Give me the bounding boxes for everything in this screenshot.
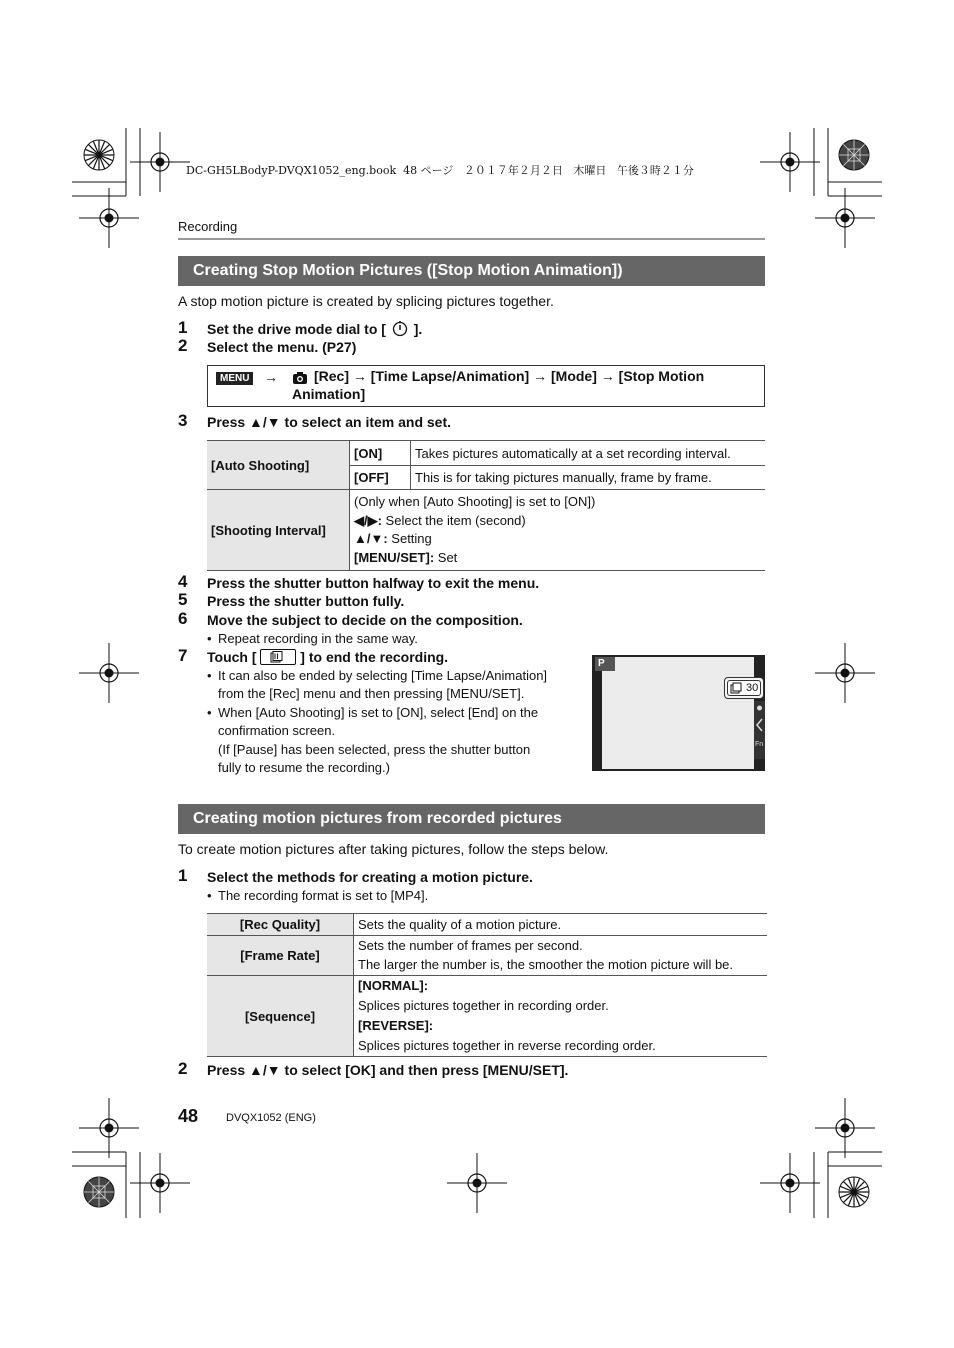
step2-text: Select the menu. (P27)	[207, 339, 357, 355]
step1-text-b: ].	[413, 321, 423, 337]
drive-mode-icon	[392, 321, 408, 340]
option-on-desc: Takes pictures automatically at a set recording interval.	[411, 441, 766, 466]
step4-text: Press the shutter button halfway to exit the menu.	[207, 575, 540, 591]
si-condition: (Only when [Auto Shooting] is set to [ON])	[354, 494, 596, 509]
sequence-desc	[354, 976, 768, 1057]
step7-text-b: ] to end the recording.	[300, 649, 449, 665]
sequence-reverse-desc: Splices pictures together in reverse recording order.	[358, 1038, 656, 1053]
step-number: 3	[178, 411, 188, 430]
step3-text: Press ▲/▼ to select an item and set.	[207, 414, 452, 430]
bullet-dot: •	[207, 668, 212, 683]
end-animation-icon	[260, 649, 296, 665]
sequence-reverse-label: [REVERSE]:	[358, 1018, 434, 1033]
mode-badge: P	[595, 657, 615, 671]
header-divider	[178, 238, 765, 240]
step1-text-a: Set the drive mode dial to [	[207, 321, 386, 337]
row-header-sequence: [Sequence]	[207, 976, 354, 1057]
step-number: 1	[178, 866, 188, 885]
step6-text: Move the subject to decide on the composition.	[207, 612, 523, 628]
sequence-normal-desc: Splices pictures together in recording order.	[358, 998, 609, 1013]
menu-path-line2: Animation]	[292, 386, 366, 402]
step-number: 2	[178, 1059, 188, 1078]
bullet-text: fully to resume the recording.)	[218, 760, 390, 775]
bullet-text: confirmation screen.	[218, 723, 336, 738]
row-header-rec-quality: [Rec Quality]	[207, 914, 354, 936]
row-header-frame-rate: [Frame Rate]	[207, 936, 354, 976]
bullet-text: When [Auto Shooting] is set to [ON], select [End] on the	[218, 705, 539, 720]
menu-path-box	[207, 365, 765, 407]
si-up-down-key: ▲/▼:	[354, 531, 388, 546]
menu-arrow: →	[264, 369, 278, 385]
fn-tab-label[interactable]: Fn	[755, 741, 764, 748]
step-number: 6	[178, 609, 188, 628]
step-number: 7	[178, 646, 188, 665]
si-select-line	[354, 512, 761, 531]
option-off: [OFF]	[350, 466, 411, 490]
si-left-right-desc: Select the item (second)	[381, 512, 526, 528]
bullet-text: Repeat recording in the same way.	[218, 631, 418, 646]
step7-text-a: Touch [	[207, 649, 257, 665]
bullet-text: from the [Rec] menu and then pressing [MENU/SET].	[218, 686, 525, 701]
screen-display	[602, 657, 754, 769]
section1-intro: A stop motion picture is created by splicing pictures together.	[178, 293, 554, 309]
s2-step2-text: Press ▲/▼ to select [OK] and then press [MENU/SET].	[207, 1062, 569, 1078]
bullet-dot: •	[207, 888, 212, 903]
section-label: Recording	[178, 219, 238, 234]
si-left-right-key: ◀/▶:	[354, 512, 382, 528]
bullet-dot: •	[207, 631, 212, 646]
menu-path-line1: [Rec] → [Time Lapse/Animation] → [Mode] → [Stop Motion	[314, 368, 705, 384]
bullet-text: (If [Pause] has been selected, press the shutter button	[218, 742, 531, 757]
option-off-desc: This is for taking pictures manually, frame by frame.	[411, 466, 766, 490]
touch-button-inner	[727, 680, 761, 696]
camera-screen-illustration	[592, 655, 765, 771]
document-code: DVQX1052 (ENG)	[226, 1112, 316, 1124]
step-number: 5	[178, 590, 188, 609]
print-file-header: DC-GH5LBodyP-DVQX1052_eng.book 48 ページ ２０１７年２月２日 木曜日 午後３時２１分	[186, 164, 694, 177]
si-setting-line	[354, 530, 761, 549]
row-header-auto-shooting: [Auto Shooting]	[207, 441, 350, 490]
step1-text	[207, 321, 422, 340]
stack-icon	[730, 682, 744, 694]
si-up-down-desc: Setting	[387, 531, 432, 546]
frame-rate-desc-line2: The larger the number is, the smoother the motion picture will be.	[358, 956, 734, 972]
step-number: 4	[178, 572, 188, 591]
section2-intro: To create motion pictures after taking pictures, follow the steps below.	[178, 841, 609, 857]
bullet-dot: •	[207, 705, 212, 720]
frame-count: 30	[746, 682, 759, 694]
frame-rate-desc-line1: Sets the number of frames per second.	[358, 938, 583, 953]
menu-badge: MENU	[216, 372, 253, 385]
shooting-interval-desc	[350, 490, 766, 571]
bullet-text: The recording format is set to [MP4].	[218, 888, 429, 903]
frame-rate-desc	[354, 936, 768, 976]
si-menuset-key: [MENU/SET]:	[354, 549, 435, 565]
page-number: 48	[178, 1106, 199, 1126]
rec-quality-desc: Sets the quality of a motion picture.	[354, 914, 768, 936]
row-header-shooting-interval: [Shooting Interval]	[207, 490, 350, 571]
motion-picture-settings-table	[207, 913, 767, 1057]
step-number: 2	[178, 336, 188, 355]
side-tab-icons	[754, 701, 765, 759]
si-set-line	[354, 549, 761, 568]
s2-step1-text: Select the methods for creating a motion picture.	[207, 869, 533, 885]
side-tab-strip	[754, 701, 765, 759]
bullet-text: It can also be ended by selecting [Time Lapse/Animation]	[218, 668, 548, 683]
section-title-stop-motion: Creating Stop Motion Pictures ([Stop Motion Animation])	[178, 256, 765, 286]
sequence-normal-label: [NORMAL]:	[358, 978, 429, 993]
option-on: [ON]	[350, 441, 411, 466]
end-animation-touch-button[interactable]	[724, 677, 764, 699]
step5-text: Press the shutter button fully.	[207, 593, 405, 609]
section-title-motion-pictures: Creating motion pictures from recorded pictures	[178, 804, 765, 834]
step-number: 1	[178, 318, 188, 337]
step7-text	[207, 649, 448, 665]
stop-motion-settings-table	[207, 440, 765, 571]
si-menuset-desc: Set	[434, 549, 458, 565]
